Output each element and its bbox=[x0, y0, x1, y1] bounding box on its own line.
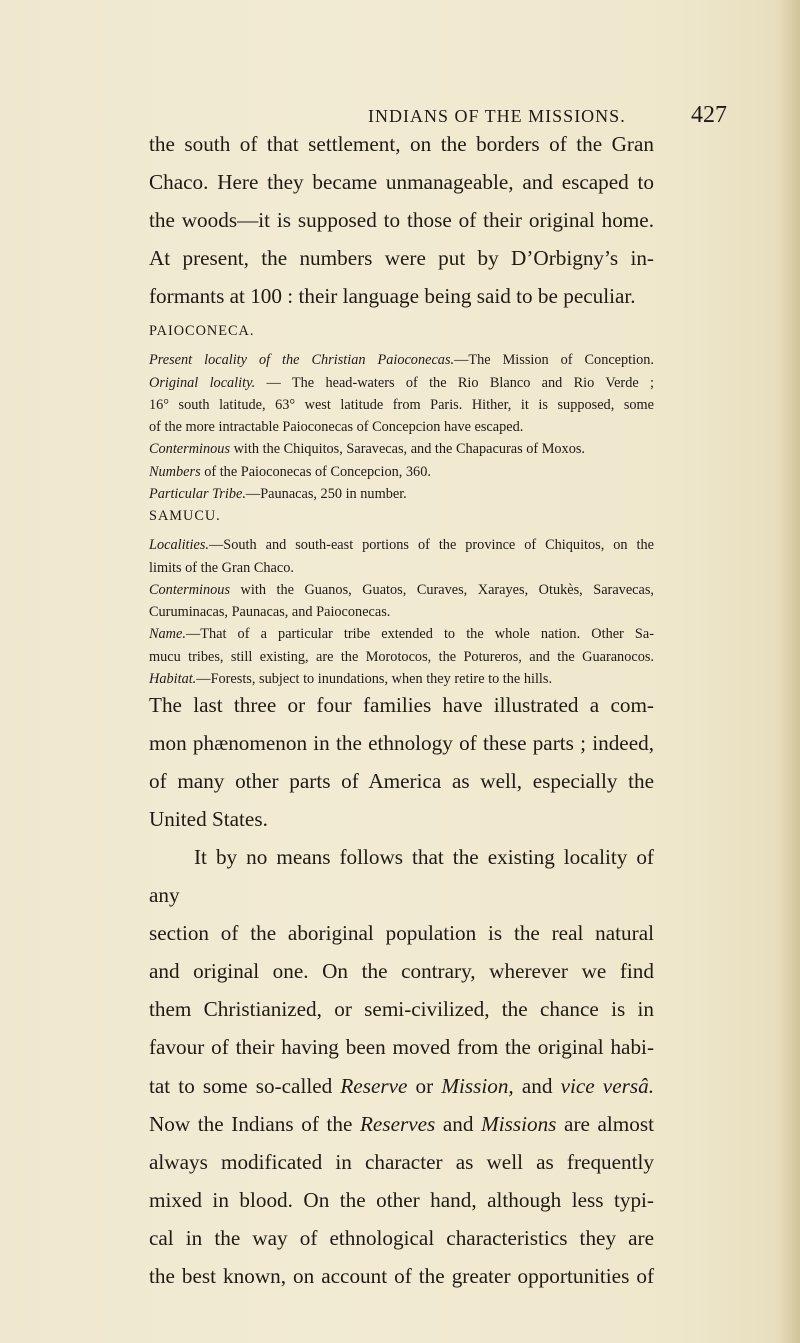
body-line: always modificated in character as well as frequently bbox=[149, 1149, 654, 1174]
tribe-entry bbox=[149, 483, 654, 505]
intro-line: Chaco. Here they became unmanageable, and escaped to bbox=[149, 170, 654, 195]
entry-text: —The Mission of Conception. bbox=[454, 352, 654, 369]
body-line: them Christianized, or semi-civilized, the chance is in bbox=[149, 997, 654, 1022]
body-line: cal in the way of ethnological characteristics they are bbox=[149, 1225, 654, 1250]
intro-paragraph bbox=[149, 125, 654, 315]
locality-paragraph bbox=[149, 838, 654, 1295]
intro-line: formants at 100 : their language being said to be peculiar. bbox=[149, 284, 636, 309]
body-line: section of the aboriginal population is the real natural bbox=[149, 921, 654, 946]
page-number: 427 bbox=[691, 102, 727, 128]
numbers-entry bbox=[149, 461, 654, 483]
body-line: mixed in blood. On the other hand, although less typi- bbox=[149, 1187, 654, 1212]
entry-text: —Forests, subject to inundations, when they retire to the hills. bbox=[196, 671, 553, 688]
vice-versa-term: vice versâ. bbox=[560, 1073, 654, 1098]
original-locality-entry bbox=[149, 372, 654, 394]
text-run: Now the Indians of the bbox=[149, 1111, 360, 1136]
entry-continuation: 16° south latitude, 63° west latitude from Paris. Hither, it is supposed, some bbox=[149, 396, 654, 413]
entry-text: of the Paioconecas of Concepcion, 360. bbox=[200, 463, 431, 480]
entry-text: — The head-waters of the Rio Blanco and Rio Verde ; bbox=[255, 374, 654, 391]
page-edge bbox=[778, 0, 800, 1343]
missions-term: Missions bbox=[481, 1111, 557, 1136]
entry-label: Name. bbox=[149, 626, 186, 643]
text-run: are almost bbox=[556, 1111, 654, 1136]
entry-label: Particular Tribe. bbox=[149, 486, 246, 503]
reserves-term: Reserves bbox=[359, 1111, 436, 1136]
entry-label: Conterminous bbox=[149, 441, 231, 458]
name-entry bbox=[149, 623, 654, 645]
entry-label: Habitat. bbox=[149, 671, 197, 688]
localities-entry bbox=[149, 534, 654, 556]
text-run: or bbox=[407, 1073, 442, 1098]
entry-continuation: mucu tribes, still existing, are the Morotocos, the Potureros, and the Guaranocos. bbox=[149, 648, 654, 665]
entry-label: Present locality of the Christian Paioconecas. bbox=[149, 352, 455, 369]
text-run: and bbox=[435, 1111, 482, 1136]
families-paragraph bbox=[149, 686, 654, 838]
body-line: United States. bbox=[149, 807, 268, 832]
reserve-term: Reserve bbox=[340, 1073, 408, 1098]
body-line bbox=[149, 1067, 654, 1105]
intro-line: the woods—it is supposed to those of their original home. bbox=[149, 208, 654, 233]
body-line: mon phænomenon in the ethnology of these parts ; indeed, bbox=[149, 731, 654, 756]
entry-text: —South and south-east portions of the province of Chiquitos, on the bbox=[208, 537, 654, 554]
body-line: the best known, on account of the greater opportunities of bbox=[149, 1264, 654, 1289]
entry-text: —That of a particular tribe extended to the whole nation. Other Sa- bbox=[185, 626, 654, 643]
conterminous-entry bbox=[149, 438, 654, 460]
body-line: and original one. On the contrary, wherever we find bbox=[149, 959, 654, 984]
entry-text: with the Chiquitos, Saravecas, and the Chapacuras of Moxos. bbox=[230, 441, 585, 458]
intro-line: At present, the numbers were put by D’Orbigny’s in- bbox=[149, 246, 654, 271]
entry-label: Conterminous bbox=[149, 581, 231, 598]
body-line: of many other parts of America as well, especially the bbox=[149, 769, 654, 794]
conterminous-entry bbox=[149, 579, 654, 601]
entry-continuation: Curuminacas, Paunacas, and Paioconecas. bbox=[149, 604, 391, 621]
mission-term: Mission, bbox=[441, 1073, 514, 1098]
entry-text: —Paunacas, 250 in number. bbox=[245, 486, 407, 503]
entry-label: Original locality. bbox=[149, 374, 256, 391]
body-line bbox=[149, 1105, 654, 1143]
section-heading-samucu: SAMUCU. bbox=[149, 508, 221, 524]
entry-continuation: of the more intractable Paioconecas of Concepcion have escaped. bbox=[149, 419, 524, 436]
samucu-section bbox=[149, 505, 654, 690]
present-locality-entry bbox=[149, 349, 654, 371]
text-run: tat to some so-called bbox=[149, 1073, 341, 1098]
body-line: favour of their having been moved from the original habi- bbox=[149, 1035, 654, 1060]
entry-continuation: limits of the Gran Chaco. bbox=[149, 559, 294, 576]
entry-label: Localities. bbox=[149, 537, 209, 554]
text-run: and bbox=[513, 1073, 561, 1098]
intro-line: the south of that settlement, on the borders of the Gran bbox=[149, 132, 654, 156]
entry-label: Numbers bbox=[149, 463, 201, 480]
entry-text: with the Guanos, Guatos, Curaves, Xarayes, Otukès, Saravecas, bbox=[230, 581, 654, 598]
paioconeca-section bbox=[149, 320, 654, 505]
section-heading-paioconeca: PAIOCONECA. bbox=[149, 323, 255, 339]
running-title: INDIANS OF THE MISSIONS. bbox=[368, 106, 626, 126]
body-line: The last three or four families have illustrated a com- bbox=[149, 693, 654, 717]
body-line: It by no means follows that the existing locality of any bbox=[149, 845, 654, 908]
